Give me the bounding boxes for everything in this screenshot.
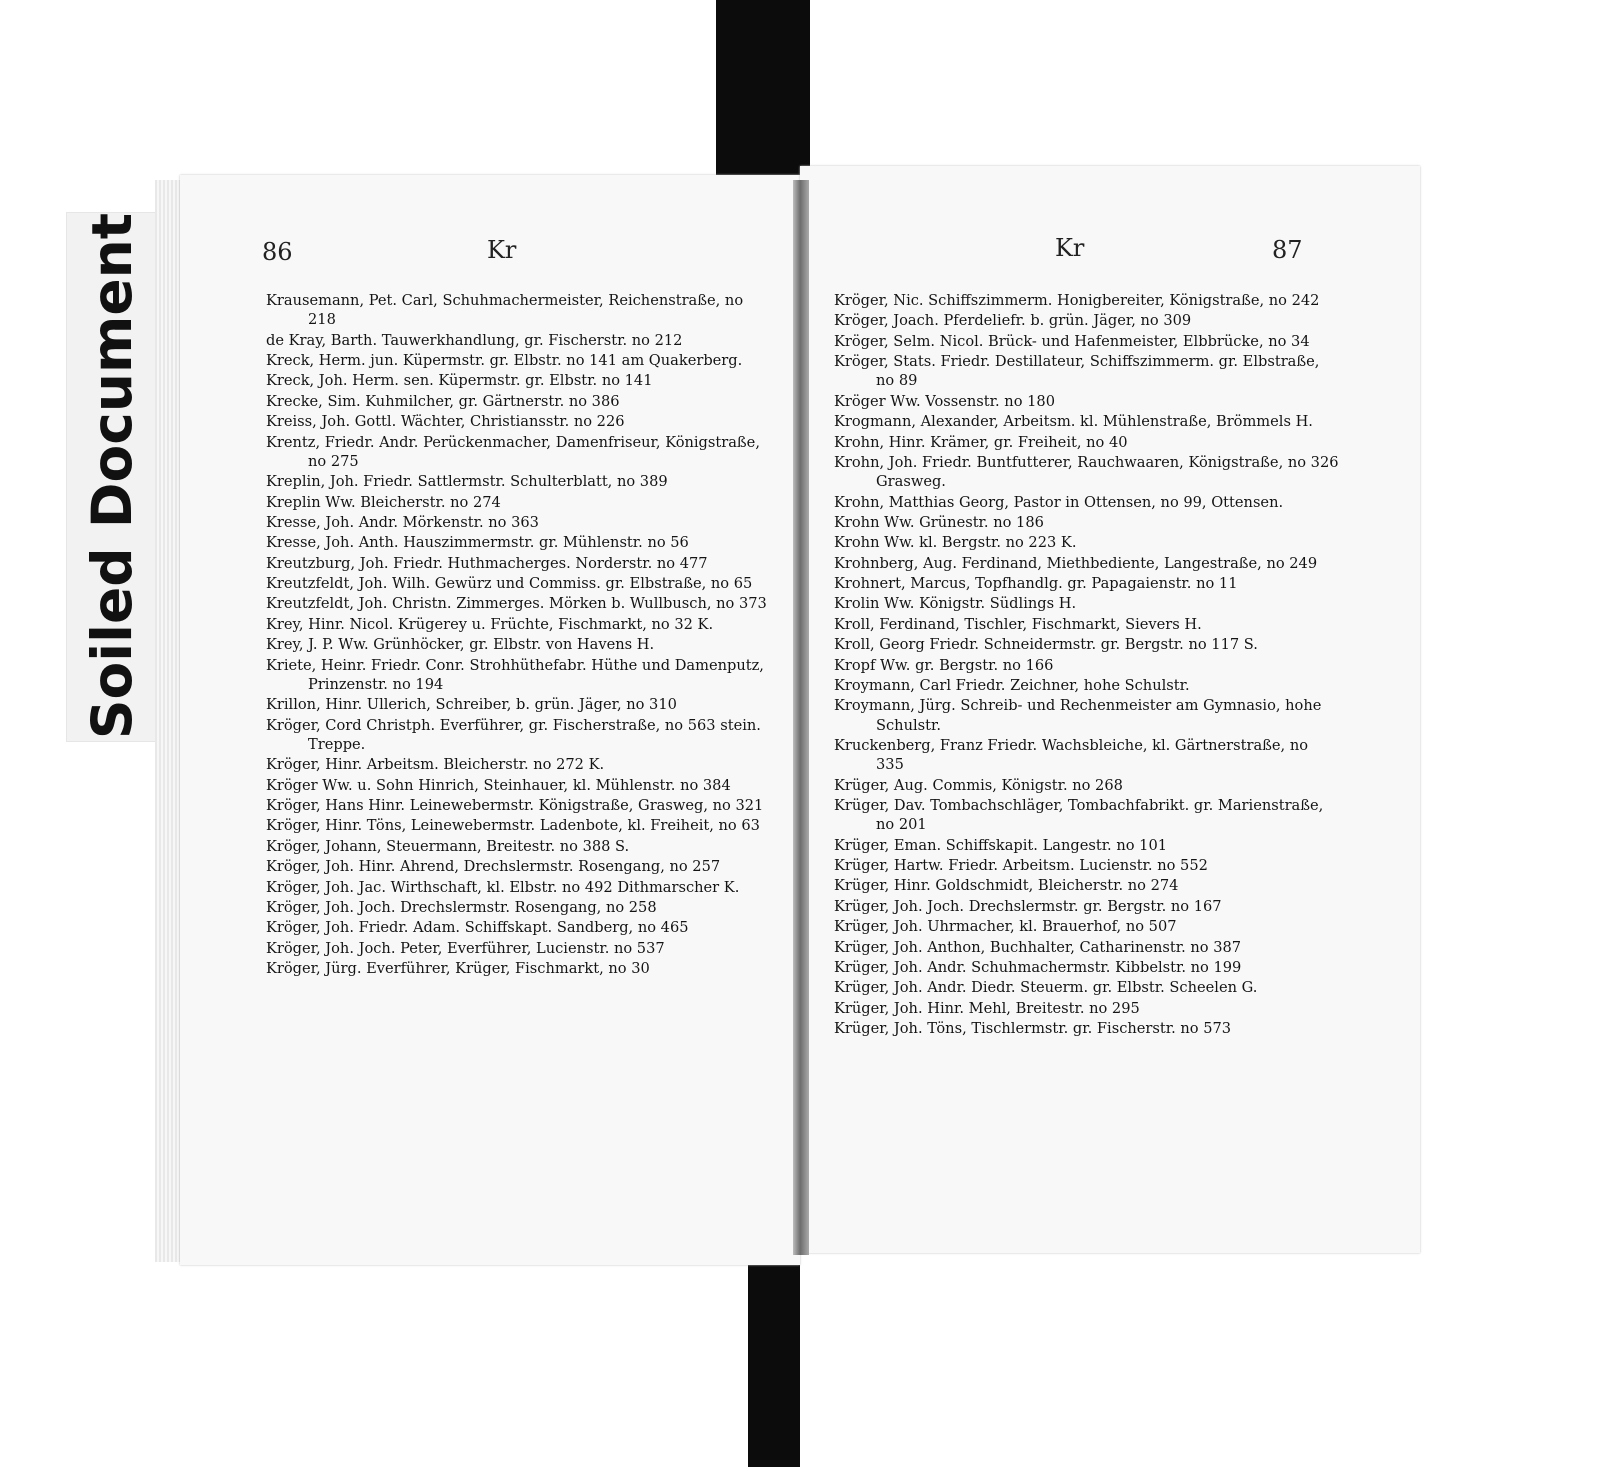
directory-entry: Krüger, Joh. Anthon, Buchhalter, Catharinenstr. no 387 [834,938,1242,956]
directory-entry: Krüger, Joh. Töns, Tischlermstr. gr. Fischerstr. no 573 [834,1020,1232,1038]
directory-entry: Kröger, Jürg. Everführer, Krüger, Fischmarkt, no 30 [266,960,650,978]
directory-entry: Kröger Ww. u. Sohn Hinrich, Steinhauer, kl. Mühlenstr. no 384 [266,776,731,794]
directory-entry: Krüger, Eman. Schiffskapit. Langestr. no 101 [834,836,1168,854]
right-entry-list [834,291,1340,1040]
left-running-head: Kr [487,236,517,264]
soiled-document-label: Soiled Document [80,212,144,740]
directory-entry: Krüger, Joh. Andr. Diedr. Steuerm. gr. Elbstr. Scheelen G. [834,979,1258,997]
directory-entry: Kröger, Joach. Pferdeliefr. b. grün. Jäger, no 309 [834,312,1192,330]
directory-entry: Kroymann, Jürg. Schreib- und Rechenmeister am Gymnasio, hohe Schulstr. [834,697,1322,734]
directory-entry: Kröger, Hans Hinr. Leinewebermstr. Königstraße, Grasweg, no 321 [266,797,764,815]
right-running-head: Kr [1055,234,1085,262]
left-entry-list [266,291,768,980]
directory-entry: Kröger, Johann, Steuermann, Breitestr. no 388 S. [266,837,630,855]
directory-entry: Kröger, Joh. Joch. Peter, Everführer, Lucienstr. no 537 [266,939,665,957]
directory-entry: Kresse, Joh. Andr. Mörkenstr. no 363 [266,513,539,531]
directory-entry: Kreiss, Joh. Gottl. Wächter, Christiansstr. no 226 [266,413,625,431]
directory-entry: Krüger, Dav. Tombachschläger, Tombachfabrikt. gr. Marienstraße, no 201 [834,797,1324,834]
directory-entry: Kreplin Ww. Bleicherstr. no 274 [266,493,501,511]
directory-entry: Kreutzfeldt, Joh. Wilh. Gewürz und Commiss. gr. Elbstraße, no 65 [266,575,753,593]
directory-entry: Krohn, Hinr. Krämer, gr. Freiheit, no 40 [834,433,1128,451]
directory-entry: de Kray, Barth. Tauwerkhandlung, gr. Fischerstr. no 212 [266,331,683,349]
directory-entry: Kröger, Joh. Jac. Wirthschaft, kl. Elbstr. no 492 Dithmarscher K. [266,878,740,896]
directory-entry: Krey, Hinr. Nicol. Krügerey u. Früchte, Fischmarkt, no 32 K. [266,615,714,633]
directory-entry: Kröger, Nic. Schiffszimmerm. Honigbereiter, Königstraße, no 242 [834,292,1320,309]
right-page-number: 87 [1272,236,1303,264]
directory-entry: Krüger, Joh. Joch. Drechslermstr. gr. Bergstr. no 167 [834,897,1222,915]
directory-entry: Krausemann, Pet. Carl, Schuhmachermeister, Reichenstraße, no 218 [266,292,744,329]
directory-entry: Kröger, Selm. Nicol. Brück- und Hafenmeister, Elbbrücke, no 34 [834,332,1310,350]
directory-entry: Kreutzburg, Joh. Friedr. Huthmacherges. Norderstr. no 477 [266,554,708,572]
directory-entry: Krey, J. P. Ww. Grünhöcker, gr. Elbstr. von Havens H. [266,636,655,654]
directory-entry: Kroll, Georg Friedr. Schneidermstr. gr. Bergstr. no 117 S. [834,636,1258,654]
directory-entry: Kreutzfeldt, Joh. Christn. Zimmerges. Mörken b. Wullbusch, no 373 [266,595,767,613]
directory-entry: Kreck, Joh. Herm. sen. Küpermstr. gr. Elbstr. no 141 [266,372,653,390]
directory-entry: Krentz, Friedr. Andr. Perückenmacher, Damenfriseur, Königstraße, no 275 [266,433,760,470]
directory-entry: Kröger, Joh. Joch. Drechslermstr. Rosengang, no 258 [266,898,657,916]
directory-entry: Krüger, Joh. Uhrmacher, kl. Brauerhof, no 507 [834,918,1177,936]
directory-entry: Krecke, Sim. Kuhmilcher, gr. Gärtnerstr. no 386 [266,392,620,410]
directory-entry: Krohn, Joh. Friedr. Buntfutterer, Rauchwaaren, Königstraße, no 326 Grasweg. [834,453,1339,491]
directory-entry: Kriete, Heinr. Friedr. Conr. Strohhüthefabr. Hüthe und Damenputz, Prinzenstr. no 194 [266,656,764,693]
directory-entry: Krillon, Hinr. Ullerich, Schreiber, b. grün. Jäger, no 310 [266,696,677,714]
directory-entry: Kropf Ww. gr. Bergstr. no 166 [834,656,1054,674]
directory-entry: Krohn, Matthias Georg, Pastor in Ottensen, no 99, Ottensen. [834,493,1284,511]
directory-entry: Kröger, Hinr. Töns, Leinewebermstr. Ladenbote, kl. Freiheit, no 63 [266,817,760,835]
directory-entry: Kröger Ww. Vossenstr. no 180 [834,392,1055,410]
directory-entry: Krüger, Hartw. Friedr. Arbeitsm. Lucienstr. no 552 [834,857,1208,874]
directory-entry: Kröger, Hinr. Arbeitsm. Bleicherstr. no 272 K. [266,756,605,774]
directory-entry: Krolin Ww. Königstr. Südlings H. [834,595,1077,613]
directory-entry: Krüger, Joh. Andr. Schuhmachermstr. Kibbelstr. no 199 [834,958,1242,976]
book-spine-top [716,0,810,200]
directory-entry: Krüger, Joh. Hinr. Mehl, Breitestr. no 295 [834,999,1140,1017]
directory-entry: Krohn Ww. kl. Bergstr. no 223 K. [834,534,1077,552]
directory-entry: Krohnberg, Aug. Ferdinand, Miethbediente, Langestraße, no 249 [834,554,1318,572]
directory-entry: Krüger, Hinr. Goldschmidt, Bleicherstr. no 274 [834,877,1179,895]
left-page-number: 86 [262,238,293,266]
directory-entry: Kroymann, Carl Friedr. Zeichner, hohe Schulstr. [834,677,1190,695]
directory-entry: Kroll, Ferdinand, Tischler, Fischmarkt, Sievers H. [834,615,1202,633]
directory-entry: Krohn Ww. Grünestr. no 186 [834,513,1044,531]
directory-entry: Krohnert, Marcus, Topfhandlg. gr. Papagaienstr. no 11 [834,575,1238,593]
directory-entry: Kresse, Joh. Anth. Hauszimmermstr. gr. Mühlenstr. no 56 [266,534,689,552]
directory-entry: Kröger, Cord Christph. Everführer, gr. Fischerstraße, no 563 stein. Treppe. [266,716,761,753]
directory-entry: Kröger, Joh. Hinr. Ahrend, Drechslermstr. Rosengang, no 257 [266,858,721,876]
directory-entry: Krogmann, Alexander, Arbeitsm. kl. Mühlenstraße, Brömmels H. [834,413,1313,431]
book-gutter [793,180,809,1255]
directory-entry: Kreck, Herm. jun. Küpermstr. gr. Elbstr. no 141 am Quakerberg. [266,351,743,369]
book-spine-bottom [748,1244,800,1467]
directory-entry: Kröger, Joh. Friedr. Adam. Schiffskapt. Sandberg, no 465 [266,919,689,937]
directory-entry: Kreplin, Joh. Friedr. Sattlermstr. Schulterblatt, no 389 [266,473,668,491]
directory-entry: Kröger, Stats. Friedr. Destillateur, Schiffszimmerm. gr. Elbstraße, no 89 [834,353,1320,390]
directory-entry: Krüger, Aug. Commis, Königstr. no 268 [834,776,1123,794]
directory-entry: Kruckenberg, Franz Friedr. Wachsbleiche, kl. Gärtnerstraße, no 335 [834,737,1309,774]
